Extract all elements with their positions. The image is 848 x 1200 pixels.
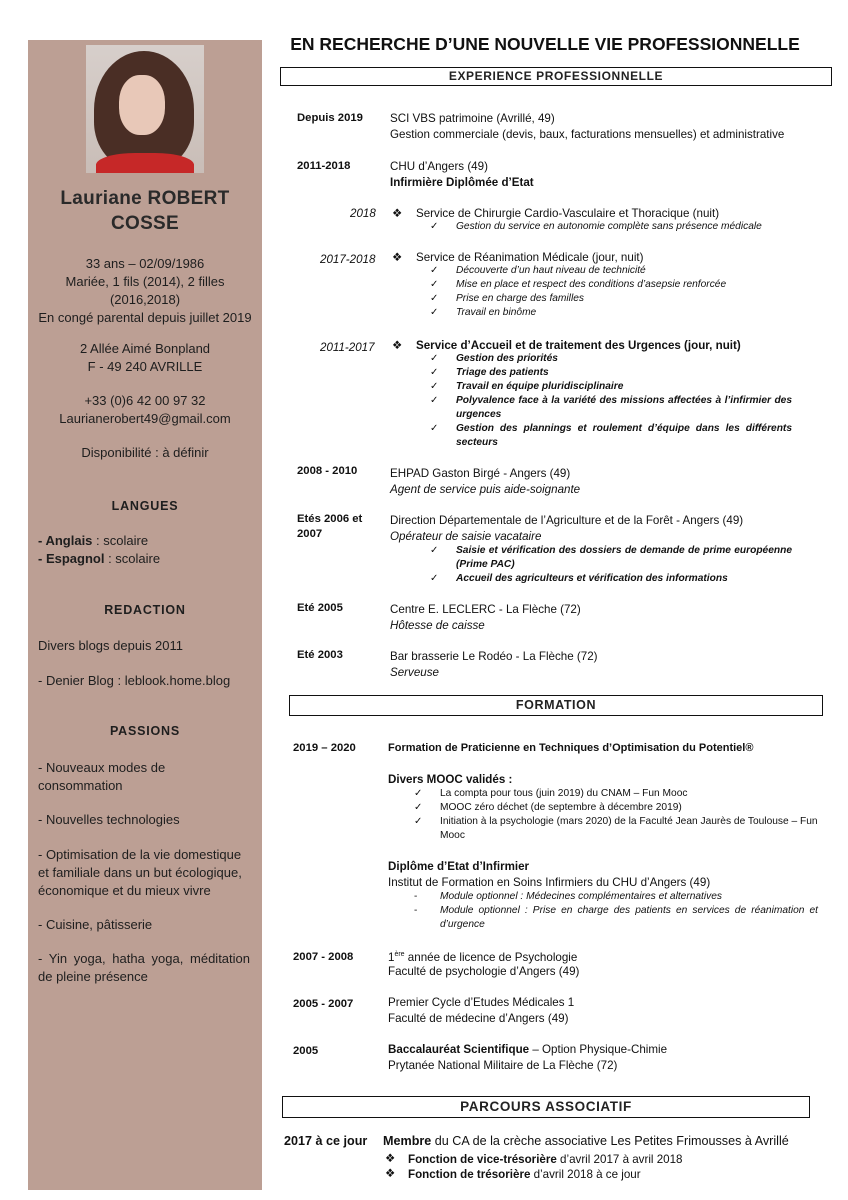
mooc-title: Divers MOOC validés : [388, 773, 513, 786]
dash-bullet: - [414, 905, 418, 916]
profile-photo [86, 45, 204, 173]
service-task: Polyvalence face à la variété des missions affectées à l’infirmier des urgences [456, 395, 792, 420]
job-employer: EHPAD Gaston Birgé - Angers (49) [390, 467, 571, 480]
job-date: 2011-2018 [297, 160, 351, 172]
service-year: 2017-2018 [320, 253, 376, 266]
languages-list [38, 532, 253, 568]
job-role: Gestion commerciale (devis, baux, facturations mensuelles) et administrative [390, 128, 785, 141]
job-role: Agent de service puis aide-soignante [390, 483, 581, 496]
family-status: Mariée, 1 fils (2014), 2 filles [65, 274, 225, 289]
address-line: 2 Allée Aimé Bonpland [79, 341, 211, 356]
service-task: Gestion des priorités [456, 353, 558, 364]
check-icon: ✓ [430, 573, 439, 584]
job-employer: CHU d’Angers (49) [390, 160, 488, 173]
formation-heading: FORMATION [289, 695, 823, 716]
job-employer: Bar brasserie Le Rodéo - La Flèche (72) [390, 650, 598, 663]
email-address: Laurianerobert49@gmail.com [59, 411, 231, 426]
check-icon: ✓ [414, 788, 423, 799]
mooc-item: La compta pour tous (juin 2019) du CNAM – Fun Mooc [440, 788, 688, 799]
language-item: - Espagnol : scolaire [38, 551, 161, 566]
diamond-bullet-icon: ❖ [392, 207, 403, 220]
job-date: Etés 2006 et [297, 513, 363, 525]
check-icon: ✓ [430, 353, 439, 364]
age-birthdate: 33 ans – 02/09/1986 [85, 256, 205, 271]
redaction-item: - Denier Blog : leblook.home.blog [38, 673, 231, 688]
page-title: EN RECHERCHE D’UNE NOUVELLE VIE PROFESSIONNELLE [290, 34, 800, 54]
formation-title: Formation de Praticienne en Techniques d’Optimisation du Potentiel® [388, 742, 754, 754]
passion-item: - Nouveaux modes de consommation [38, 760, 166, 793]
check-icon: ✓ [414, 816, 423, 827]
passion-item: - Yin yoga, hatha yoga, méditation de pleine présence [38, 951, 250, 984]
service-task: Travail en binôme [456, 307, 537, 318]
job-role: Opérateur de saisie vacataire [390, 530, 542, 543]
service-task: Travail en équipe pluridisciplinaire [456, 381, 624, 392]
diamond-bullet-icon: ❖ [385, 1167, 396, 1180]
diamond-bullet-icon: ❖ [392, 251, 403, 264]
service-title: Service de Chirurgie Cardio-Vasculaire et Thoracique (nuit) [416, 207, 720, 220]
formation-module: Module optionnel : Médecines complémentaires et alternatives [440, 891, 723, 902]
passion-item: - Optimisation de la vie domestique et familiale dans un but écologique, économique et du mieux vivre [38, 847, 242, 898]
mooc-item: MOOC zéro déchet (de septembre à décembre 2019) [440, 802, 682, 813]
check-icon: ✓ [430, 279, 439, 290]
formation-date: 2005 - 2007 [293, 998, 354, 1010]
passion-item: - Cuisine, pâtisserie [38, 917, 153, 932]
personal-info [28, 255, 262, 327]
service-task: Découverte d’un haut niveau de technicité [456, 265, 646, 276]
associatif-heading: PARCOURS ASSOCIATIF [282, 1096, 810, 1118]
service-title: Service de Réanimation Médicale (jour, nuit) [416, 251, 644, 264]
check-icon: ✓ [430, 367, 439, 378]
formation-date: 2007 - 2008 [293, 951, 354, 963]
parental-leave: En congé parental depuis juillet 2019 [38, 310, 252, 325]
formation-title: 1ère année de licence de Psychologie [388, 950, 578, 964]
check-icon: ✓ [430, 381, 439, 392]
formation-date: 2005 [293, 1045, 319, 1057]
experience-heading: EXPERIENCE PROFESSIONNELLE [280, 67, 832, 86]
check-icon: ✓ [430, 545, 439, 556]
check-icon: ✓ [414, 802, 423, 813]
job-task: Saisie et vérification des dossiers de demande de prime européenne (Prime PAC) [456, 545, 792, 570]
service-task: Triage des patients [456, 367, 549, 378]
family-status: (2016,2018) [109, 292, 181, 307]
formation-module: Module optionnel : Prise en charge des patients en services de réanimation et d’urgence [440, 905, 818, 930]
name-line: COSSE [110, 213, 180, 234]
service-task: Gestion des plannings et roulement d’équipe dans les différents secteurs [456, 423, 792, 448]
check-icon: ✓ [430, 293, 439, 304]
passion-item: - Nouvelles technologies [38, 812, 180, 827]
associatif-role: Membre du CA de la crèche associative Les Petites Frimousses à Avrillé [383, 1134, 789, 1148]
formation-institution: Prytanée National Militaire de La Flèche (72) [388, 1059, 618, 1072]
check-icon: ✓ [430, 423, 439, 434]
check-icon: ✓ [430, 395, 439, 406]
availability: Disponibilité : à définir [81, 445, 209, 460]
associatif-function: Fonction de vice-trésorière d’avril 2017 à avril 2018 [408, 1153, 683, 1166]
service-task: Prise en charge des familles [456, 293, 584, 304]
service-task: Mise en place et respect des conditions d’asepsie renforcée [456, 279, 727, 290]
job-role: Infirmière Diplômée d’Etat [390, 176, 534, 189]
formation-date: 2019 – 2020 [293, 742, 356, 754]
job-date: Depuis 2019 [297, 112, 363, 124]
job-employer: SCI VBS patrimoine (Avrillé, 49) [390, 112, 555, 125]
formation-title: Diplôme d’Etat d’Infirmier [388, 860, 530, 873]
name-line: Lauriane ROBERT [60, 188, 230, 209]
associatif-function: Fonction de trésorière d’avril 2018 à ce jour [408, 1168, 641, 1181]
check-icon: ✓ [430, 307, 439, 318]
diamond-bullet-icon: ❖ [385, 1152, 396, 1165]
diamond-bullet-icon: ❖ [392, 339, 403, 352]
address-line: F - 49 240 AVRILLE [87, 359, 203, 374]
language-item: - Anglais : scolaire [38, 533, 149, 548]
job-date: Eté 2003 [297, 649, 343, 661]
contact-info [28, 340, 262, 462]
job-date: 2007 [297, 528, 323, 540]
service-year: 2011-2017 [320, 341, 375, 354]
phone-number: +33 (0)6 42 00 97 32 [84, 393, 206, 408]
languages-heading: LANGUES [111, 499, 179, 513]
formation-institution: Faculté de médecine d’Angers (49) [388, 1012, 569, 1025]
sidebar [28, 40, 262, 1190]
redaction-heading: REDACTION [104, 603, 186, 617]
job-date: 2008 - 2010 [297, 465, 358, 477]
associatif-date: 2017 à ce jour [284, 1134, 368, 1148]
formation-title: Premier Cycle d’Etudes Médicales 1 [388, 996, 575, 1009]
job-role: Hôtesse de caisse [390, 619, 485, 632]
job-role: Serveuse [390, 666, 439, 679]
redaction-item: Divers blogs depuis 2011 [38, 638, 184, 653]
check-icon: ✓ [430, 265, 439, 276]
service-title: Service d’Accueil et de traitement des Urgences (jour, nuit) [416, 339, 741, 352]
job-employer: Direction Départementale de l’Agriculture et de la Forêt - Angers (49) [390, 514, 744, 527]
formation-title: Baccalauréat Scientifique – Option Physique-Chimie [388, 1043, 668, 1056]
job-employer: Centre E. LECLERC - La Flèche (72) [390, 603, 581, 616]
passions-heading: PASSIONS [109, 724, 181, 738]
candidate-name [28, 186, 262, 236]
service-task: Gestion du service en autonomie complète sans présence médicale [456, 221, 762, 232]
job-task: Accueil des agriculteurs et vérification des informations [456, 573, 728, 584]
formation-institution: Institut de Formation en Soins Infirmiers du CHU d’Angers (49) [388, 876, 711, 889]
service-year: 2018 [350, 207, 376, 220]
check-icon: ✓ [430, 221, 439, 232]
dash-bullet: - [414, 891, 418, 902]
formation-institution: Faculté de psychologie d’Angers (49) [388, 965, 580, 978]
job-date: Eté 2005 [297, 602, 343, 614]
mooc-item: Initiation à la psychologie (mars 2020) de la Faculté Jean Jaurès de Toulouse – Fun Mooc [440, 816, 818, 841]
